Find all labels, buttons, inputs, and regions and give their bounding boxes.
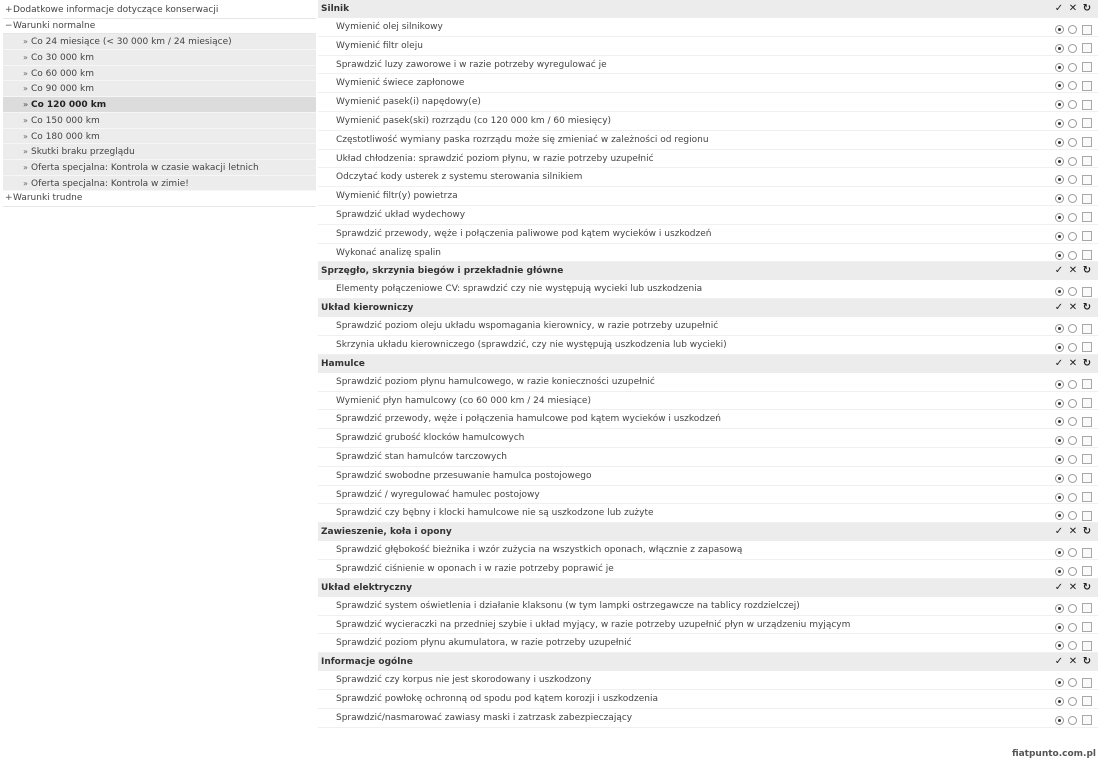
item-checkbox[interactable] [1082, 436, 1092, 446]
item-checkbox[interactable] [1082, 100, 1092, 110]
section-header [318, 262, 1098, 280]
row-controls [1053, 59, 1094, 72]
radio-done[interactable] [1055, 343, 1064, 352]
radio-done[interactable] [1055, 567, 1064, 576]
tree-label: Co 60 000 km [31, 68, 94, 79]
tree-label: Skutki braku przeglądu [31, 147, 135, 158]
checklist-item-label: Wymienić pasek(ski) rozrządu (co 120 000 km / 60 miesięcy) [336, 115, 612, 126]
checklist-item-label: Sprawdzić przewody, węże i połączenia hamulcowe pod kątem wycieków i uszkodzeń [336, 414, 721, 425]
item-checkbox[interactable] [1082, 678, 1092, 688]
checklist-row [318, 560, 1098, 579]
row-controls [1053, 600, 1094, 613]
row-controls [1053, 693, 1094, 706]
checklist-row [318, 671, 1098, 690]
arrow-icon: » [23, 147, 28, 157]
item-checkbox[interactable] [1082, 603, 1092, 613]
tree-navigation [3, 3, 316, 207]
radio-not-done[interactable] [1068, 380, 1077, 389]
item-checkbox[interactable] [1082, 622, 1092, 632]
checklist-row [318, 280, 1098, 299]
radio-not-done[interactable] [1068, 567, 1077, 576]
section-header [318, 355, 1098, 373]
radio-not-done[interactable] [1068, 455, 1077, 464]
radio-done[interactable] [1055, 232, 1064, 241]
radio-done[interactable] [1055, 604, 1064, 613]
radio-done[interactable] [1055, 175, 1064, 184]
radio-not-done[interactable] [1068, 119, 1077, 128]
checklist-row [318, 690, 1098, 709]
radio-not-done[interactable] [1068, 287, 1077, 296]
checklist-row [318, 634, 1098, 653]
radio-done[interactable] [1055, 100, 1064, 109]
checklist-item-label: Sprawdzić poziom płynu akumulatora, w razie potrzeby uzupełnić [336, 638, 632, 649]
item-checkbox[interactable] [1082, 212, 1092, 222]
checklist-row [318, 504, 1098, 523]
uncheck-all-icon[interactable]: ✕ [1068, 3, 1078, 14]
checklist-item-label: Wymienić świece zapłonowe [336, 78, 465, 89]
collapse-icon: − [5, 20, 13, 31]
item-checkbox[interactable] [1082, 566, 1092, 576]
tree-item[interactable] [3, 129, 316, 145]
radio-done[interactable] [1055, 44, 1064, 53]
tree-label: Dodatkowe informacje dotyczące konserwacji [13, 5, 219, 15]
checklist-row [318, 429, 1098, 448]
tree-label: Oferta specjalna: Kontrola w czasie wakacji letnich [31, 162, 259, 173]
row-controls [1053, 320, 1094, 333]
item-checkbox[interactable] [1082, 398, 1092, 408]
item-checkbox[interactable] [1082, 137, 1092, 147]
arrow-icon: » [23, 178, 28, 188]
item-checkbox[interactable] [1082, 156, 1092, 166]
radio-not-done[interactable] [1068, 232, 1077, 241]
uncheck-all-icon[interactable]: ✕ [1068, 656, 1078, 668]
radio-not-done[interactable] [1068, 251, 1077, 260]
checklist-row [318, 486, 1098, 505]
checklist-item-label: Odczytać kody usterek z systemu sterowania silnikiem [336, 172, 583, 183]
checklist-row [318, 597, 1098, 616]
checklist-item-label: Sprawdzić wycieraczki na przedniej szybie i układ myjący, w razie potrzeby uzupełnić płyn w urządzeniu myjącym [336, 619, 851, 630]
checklist-row [318, 56, 1098, 75]
item-checkbox[interactable] [1082, 696, 1092, 706]
row-controls [1053, 153, 1094, 166]
radio-not-done[interactable] [1068, 157, 1077, 166]
radio-not-done[interactable] [1068, 25, 1077, 34]
section-header [318, 653, 1098, 671]
checklist-row [318, 93, 1098, 112]
row-controls [1053, 619, 1094, 632]
row-controls [1053, 171, 1094, 184]
item-checkbox[interactable] [1082, 118, 1092, 128]
row-controls [1053, 712, 1094, 725]
expand-icon: + [5, 193, 13, 204]
checklist-row [318, 74, 1098, 93]
radio-done[interactable] [1055, 641, 1064, 650]
section-title: Zawieszenie, koła i opony [321, 527, 452, 538]
section-header [318, 579, 1098, 597]
item-checkbox[interactable] [1082, 287, 1092, 297]
checklist-row [318, 616, 1098, 635]
section-header [318, 299, 1098, 317]
row-controls [1053, 228, 1094, 241]
radio-not-done[interactable] [1068, 63, 1077, 72]
checklist-item-label: Sprawdzić głębokość bieżnika i wzór zużycia na wszystkich oponach, włącznie z zapasową [336, 545, 743, 556]
checklist-item-label: Sprawdzić poziom oleju układu wspomagania kierownicy, w razie potrzeby uzupełnić [336, 321, 719, 332]
checklist-item-label: Sprawdzić poziom płynu hamulcowego, w razie konieczności uzupełnić [336, 376, 655, 387]
arrow-icon: » [23, 68, 28, 78]
tree-item[interactable] [3, 160, 316, 176]
check-all-icon[interactable]: ✓ [1054, 656, 1064, 668]
section-title: Hamulce [321, 358, 365, 369]
tree-label: Co 30 000 km [31, 53, 94, 64]
tree-label: Oferta specjalna: Kontrola w zimie! [31, 178, 189, 189]
checklist-row [318, 131, 1098, 150]
checklist-row [318, 168, 1098, 187]
radio-done[interactable] [1055, 194, 1064, 203]
radio-done[interactable] [1055, 678, 1064, 687]
checklist-item-label: Wymienić olej silnikowy [336, 22, 443, 32]
row-controls [1053, 507, 1094, 520]
row-controls [1053, 134, 1094, 147]
reset-icon[interactable]: ↻ [1082, 302, 1092, 314]
checklist-item-label: Sprawdzić ciśnienie w oponach i w razie potrzeby poprawić je [336, 563, 614, 574]
checklist-row [318, 392, 1098, 411]
row-controls [1053, 376, 1094, 389]
arrow-icon: » [23, 115, 28, 125]
radio-not-done[interactable] [1068, 678, 1077, 687]
checklist-item-label: Częstotliwość wymiany paska rozrządu może się zmieniać w zależności od regionu [336, 134, 709, 145]
checklist-row [318, 206, 1098, 225]
section-actions [1052, 579, 1094, 597]
section-header [318, 0, 1098, 18]
radio-done[interactable] [1055, 455, 1064, 464]
radio-not-done[interactable] [1068, 100, 1077, 109]
row-controls [1053, 637, 1094, 650]
tree-item[interactable] [3, 144, 316, 160]
radio-done[interactable] [1055, 251, 1064, 260]
row-controls [1053, 77, 1094, 90]
uncheck-all-icon[interactable]: ✕ [1068, 357, 1078, 369]
tree-group[interactable] [3, 191, 316, 207]
radio-not-done[interactable] [1068, 641, 1077, 650]
tree-label: Warunki normalne [13, 20, 96, 31]
tree-label: Co 24 miesiące (< 30 000 km / 24 miesiące) [31, 37, 232, 48]
tree-group[interactable] [3, 3, 316, 19]
row-controls [1053, 674, 1094, 687]
item-checkbox[interactable] [1082, 641, 1092, 651]
item-checkbox[interactable] [1082, 250, 1092, 260]
radio-done[interactable] [1055, 119, 1064, 128]
reset-icon[interactable]: ↻ [1082, 526, 1092, 538]
item-checkbox[interactable] [1082, 81, 1092, 91]
checklist-item-label: Wymienić filtr(y) powietrza [336, 191, 458, 202]
uncheck-all-icon[interactable]: ✕ [1068, 581, 1078, 593]
row-controls [1053, 489, 1094, 502]
section-title: Informacje ogólne [321, 657, 413, 668]
checklist-item-label: Sprawdzić stan hamulców tarczowych [336, 451, 507, 462]
check-all-icon[interactable]: ✓ [1054, 3, 1064, 14]
radio-not-done[interactable] [1068, 138, 1077, 147]
item-checkbox[interactable] [1082, 379, 1092, 389]
radio-not-done[interactable] [1068, 697, 1077, 706]
radio-not-done[interactable] [1068, 213, 1077, 222]
radio-not-done[interactable] [1068, 716, 1077, 725]
radio-not-done[interactable] [1068, 604, 1077, 613]
tree-item[interactable] [3, 66, 316, 82]
item-checkbox[interactable] [1082, 473, 1092, 483]
checklist-row [318, 244, 1098, 263]
expand-icon: + [5, 5, 13, 15]
row-controls [1053, 247, 1094, 260]
check-all-icon[interactable]: ✓ [1054, 581, 1064, 593]
tree-label: Co 150 000 km [31, 115, 100, 126]
maintenance-checklist [318, 0, 1098, 728]
row-controls [1053, 563, 1094, 576]
section-header [318, 523, 1098, 541]
arrow-icon: » [23, 100, 29, 110]
tree-item[interactable] [3, 113, 316, 129]
radio-done[interactable] [1055, 697, 1064, 706]
radio-done[interactable] [1055, 511, 1064, 520]
radio-done[interactable] [1055, 548, 1064, 557]
row-controls [1053, 451, 1094, 464]
radio-done[interactable] [1055, 213, 1064, 222]
radio-done[interactable] [1055, 287, 1064, 296]
tree-group[interactable] [3, 19, 316, 35]
checklist-item-label: Sprawdzić grubość klocków hamulcowych [336, 433, 525, 444]
tree-label: Co 120 000 km [31, 100, 107, 111]
checklist-row [318, 187, 1098, 206]
radio-done[interactable] [1055, 324, 1064, 333]
checklist-item-label: Wymienić pasek(i) napędowy(e) [336, 97, 481, 108]
reset-icon[interactable]: ↻ [1082, 357, 1092, 369]
checklist-item-label: Sprawdzić powłokę ochronną od spodu pod kątem korozji i uszkodzenia [336, 693, 658, 704]
radio-not-done[interactable] [1068, 511, 1077, 520]
check-all-icon[interactable]: ✓ [1054, 302, 1064, 314]
checklist-row [318, 467, 1098, 486]
tree-item[interactable] [3, 81, 316, 97]
arrow-icon: » [23, 53, 28, 63]
row-controls [1053, 413, 1094, 426]
section-actions [1052, 299, 1094, 317]
radio-not-done[interactable] [1068, 493, 1077, 502]
radio-not-done[interactable] [1068, 81, 1077, 90]
checklist-item-label: Układ chłodzenia: sprawdzić poziom płynu, w razie potrzeby uzupełnić [336, 153, 654, 164]
reset-icon[interactable]: ↻ [1082, 581, 1092, 593]
radio-done[interactable] [1055, 436, 1064, 445]
item-checkbox[interactable] [1082, 43, 1092, 53]
uncheck-all-icon[interactable]: ✕ [1068, 526, 1078, 538]
checklist-row [318, 225, 1098, 244]
item-checkbox[interactable] [1082, 25, 1092, 35]
row-controls [1053, 470, 1094, 483]
radio-not-done[interactable] [1068, 623, 1077, 632]
check-all-icon[interactable]: ✓ [1054, 265, 1064, 277]
radio-not-done[interactable] [1068, 417, 1077, 426]
row-controls [1053, 283, 1094, 296]
section-actions [1052, 355, 1094, 373]
item-checkbox[interactable] [1082, 62, 1092, 72]
arrow-icon: » [23, 131, 28, 141]
radio-done[interactable] [1055, 474, 1064, 483]
radio-not-done[interactable] [1068, 436, 1077, 445]
checklist-item-label: Wymienić filtr oleju [336, 40, 423, 51]
checklist-item-label: Wymienić płyn hamulcowy (co 60 000 km / 24 miesiące) [336, 395, 591, 406]
item-checkbox[interactable] [1082, 342, 1092, 352]
check-all-icon[interactable]: ✓ [1054, 526, 1064, 538]
checklist-item-label: Sprawdzić swobodne przesuwanie hamulca postojowego [336, 470, 592, 481]
row-controls [1053, 395, 1094, 408]
checklist-row [318, 410, 1098, 429]
checklist-item-label: Sprawdzić system oświetlenia i działanie klaksonu (w tym lampki ostrzegawcze na tablicy rozdzielczej) [336, 600, 800, 611]
checklist-row [318, 373, 1098, 392]
radio-done[interactable] [1055, 623, 1064, 632]
section-actions [1052, 262, 1094, 280]
radio-not-done[interactable] [1068, 175, 1077, 184]
section-title: Sprzęgło, skrzynia biegów i przekładnie główne [321, 266, 564, 277]
checklist-item-label: Sprawdzić luzy zaworowe i w razie potrzeby wyregulować je [336, 59, 607, 70]
reset-icon[interactable]: ↻ [1082, 3, 1092, 14]
section-title: Układ kierowniczy [321, 303, 414, 314]
radio-not-done[interactable] [1068, 194, 1077, 203]
row-controls [1053, 432, 1094, 445]
item-checkbox[interactable] [1082, 454, 1092, 464]
row-controls [1053, 190, 1094, 203]
radio-not-done[interactable] [1068, 474, 1077, 483]
item-checkbox[interactable] [1082, 194, 1092, 204]
checklist-item-label: Skrzynia układu kierowniczego (sprawdzić, czy nie występują uszkodzenia lub wycieki) [336, 339, 727, 350]
checklist-item-label: Sprawdzić/nasmarować zawiasy maski i zatrzask zabezpieczający [336, 712, 633, 723]
radio-not-done[interactable] [1068, 44, 1077, 53]
tree-label: Warunki trudne [13, 193, 83, 204]
item-checkbox[interactable] [1082, 231, 1092, 241]
tree-label: Co 90 000 km [31, 84, 94, 95]
row-controls [1053, 544, 1094, 557]
check-all-icon[interactable]: ✓ [1054, 357, 1064, 369]
radio-done[interactable] [1055, 380, 1064, 389]
section-title: Układ elektryczny [321, 582, 413, 593]
reset-icon[interactable]: ↻ [1082, 265, 1092, 277]
radio-not-done[interactable] [1068, 343, 1077, 352]
tree-item[interactable] [3, 50, 316, 66]
checklist-row [318, 541, 1098, 560]
radio-done[interactable] [1055, 25, 1064, 34]
checklist-row [318, 317, 1098, 336]
radio-done[interactable] [1055, 493, 1064, 502]
checklist-row [318, 336, 1098, 355]
item-checkbox[interactable] [1082, 324, 1092, 334]
radio-done[interactable] [1055, 138, 1064, 147]
radio-not-done[interactable] [1068, 324, 1077, 333]
reset-icon[interactable]: ↻ [1082, 656, 1092, 668]
checklist-row [318, 150, 1098, 169]
radio-done[interactable] [1055, 399, 1064, 408]
row-controls [1053, 96, 1094, 109]
radio-done[interactable] [1055, 81, 1064, 90]
checklist-item-label: Sprawdzić układ wydechowy [336, 209, 466, 220]
row-controls [1053, 209, 1094, 222]
uncheck-all-icon[interactable]: ✕ [1068, 302, 1078, 314]
uncheck-all-icon[interactable]: ✕ [1068, 265, 1078, 277]
radio-not-done[interactable] [1068, 548, 1077, 557]
section-title: Silnik [321, 4, 350, 14]
radio-not-done[interactable] [1068, 399, 1077, 408]
radio-done[interactable] [1055, 63, 1064, 72]
tree-item[interactable] [3, 97, 316, 113]
radio-done[interactable] [1055, 716, 1064, 725]
radio-done[interactable] [1055, 417, 1064, 426]
item-checkbox[interactable] [1082, 417, 1092, 427]
section-actions [1052, 0, 1094, 18]
row-controls [1053, 339, 1094, 352]
item-checkbox[interactable] [1082, 548, 1092, 558]
arrow-icon: » [23, 84, 28, 94]
tree-label: Co 180 000 km [31, 131, 100, 142]
row-controls [1053, 21, 1094, 34]
checklist-item-label: Sprawdzić czy korpus nie jest skorodowany i uszkodzony [336, 675, 592, 686]
watermark: fiatpunto.com.pl [1011, 749, 1096, 759]
arrow-icon: » [23, 37, 28, 47]
section-actions [1052, 653, 1094, 671]
checklist-row [318, 112, 1098, 131]
checklist-row [318, 18, 1098, 37]
checklist-item-label: Wykonać analizę spalin [336, 247, 441, 258]
item-checkbox[interactable] [1082, 492, 1092, 502]
radio-done[interactable] [1055, 157, 1064, 166]
row-controls [1053, 40, 1094, 53]
checklist-item-label: Sprawdzić przewody, węże i połączenia paliwowe pod kątem wycieków i uszkodzeń [336, 228, 712, 239]
checklist-row [318, 37, 1098, 56]
item-checkbox[interactable] [1082, 715, 1092, 725]
tree-item[interactable] [3, 34, 316, 50]
tree-item[interactable] [3, 176, 316, 192]
item-checkbox[interactable] [1082, 175, 1092, 185]
checklist-item-label: Sprawdzić czy bębny i klocki hamulcowe nie są uszkodzone lub zużyte [336, 508, 654, 519]
section-actions [1052, 523, 1094, 541]
checklist-row [318, 709, 1098, 728]
checklist-item-label: Elementy połączeniowe CV: sprawdzić czy nie występują wycieki lub uszkodzenia [336, 284, 703, 295]
checklist-item-label: Sprawdzić / wyregulować hamulec postojowy [336, 489, 540, 500]
arrow-icon: » [23, 162, 28, 172]
item-checkbox[interactable] [1082, 511, 1092, 521]
row-controls [1053, 115, 1094, 128]
checklist-row [318, 448, 1098, 467]
